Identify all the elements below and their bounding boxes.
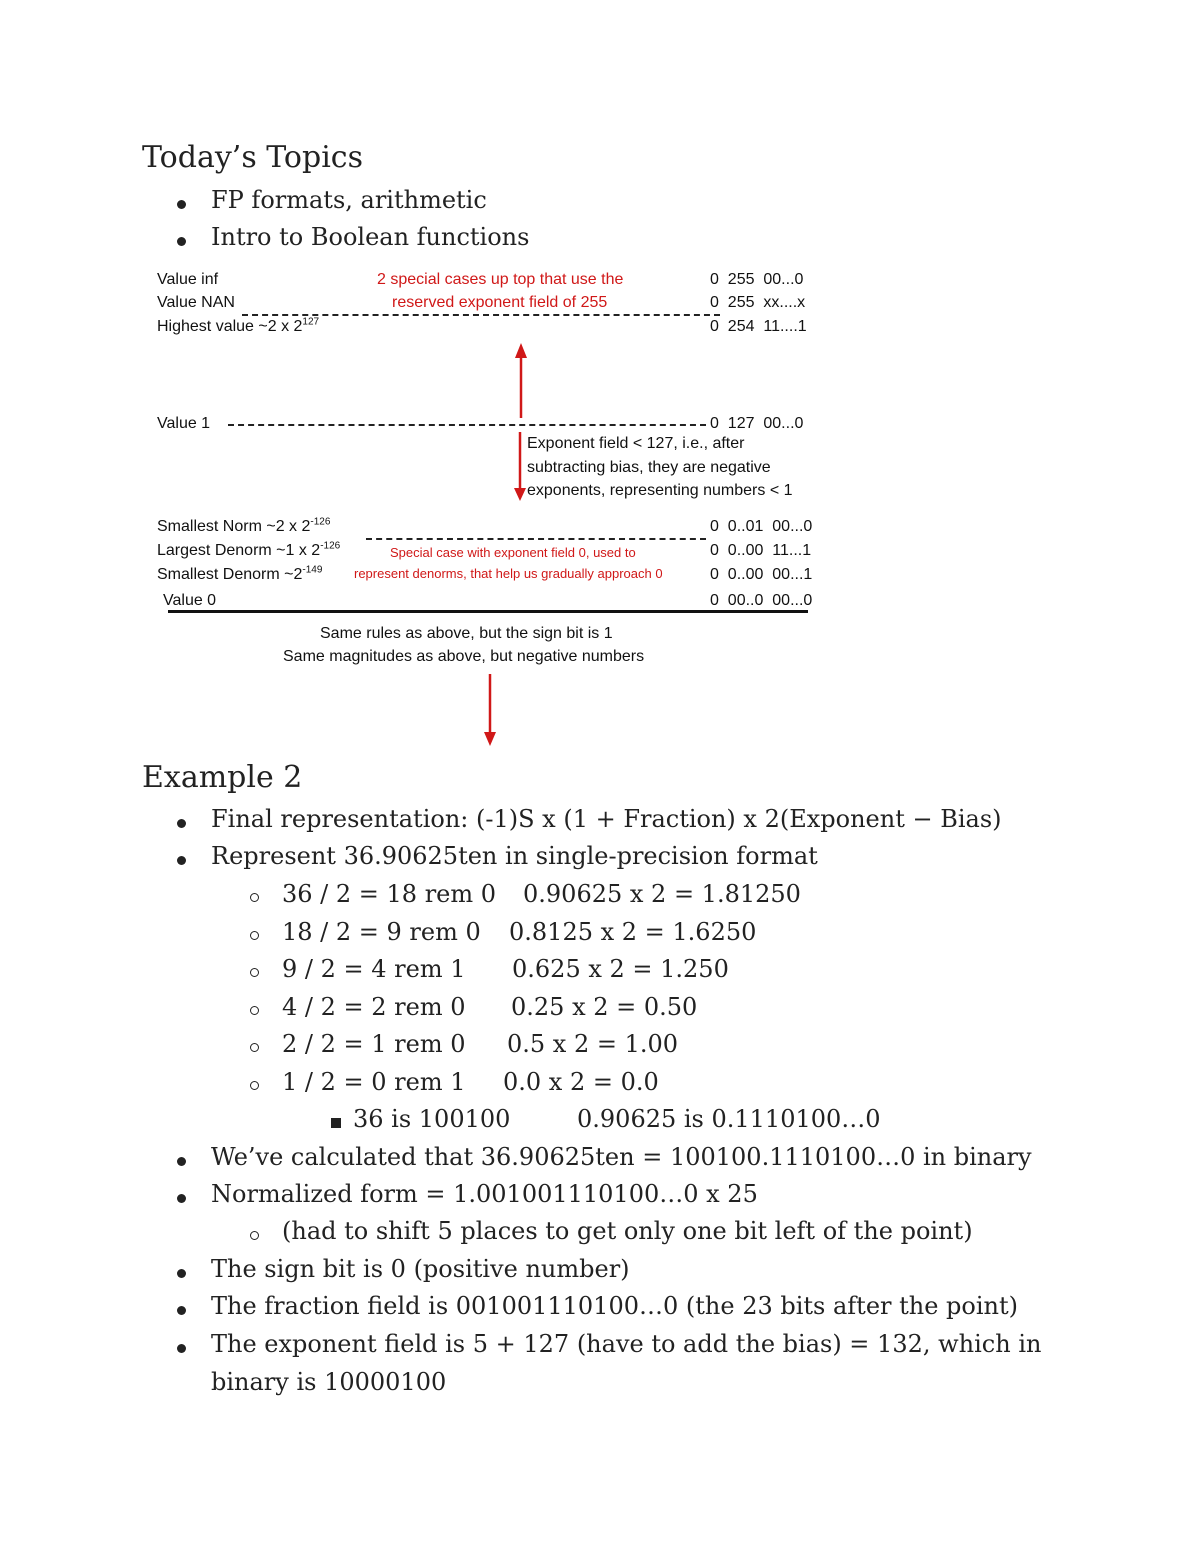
example-bullet: Normalized form = 1.001001110100…0 x 25 — [211, 1180, 758, 1208]
step-division: 18 / 2 = 9 rem 0 — [282, 918, 481, 946]
note-denorm-line1: Special case with exponent field 0, used to — [390, 545, 636, 560]
example-bullet-continuation: binary is 10000100 — [211, 1368, 447, 1396]
note-exponent-line1: Exponent field < 127, i.e., after — [527, 435, 745, 452]
bits-smallest-denorm: 0 0..00 00...1 — [710, 566, 813, 583]
bits-smallest-norm: 0 0..01 00...0 — [710, 518, 813, 535]
topics-heading: Today’s Topics — [142, 140, 363, 175]
circle-bullet-icon — [250, 1231, 259, 1240]
circle-bullet-icon — [250, 893, 259, 902]
bullet-icon — [177, 1269, 186, 1278]
example-bullet: The sign bit is 0 (positive number) — [211, 1255, 630, 1283]
arrow-up-icon — [515, 343, 527, 418]
note-exponent-line3: exponents, representing numbers < 1 — [527, 482, 793, 499]
step-multiplication: 0.625 x 2 = 1.250 — [512, 955, 729, 983]
example-bullet: We’ve calculated that 36.90625ten = 100100.1110100…0 in binary — [211, 1143, 1032, 1171]
bits-one: 0 127 00...0 — [710, 415, 804, 432]
example-sub-bullet: (had to shift 5 places to get only one bit left of the point) — [282, 1217, 973, 1245]
label-value-zero: Value 0 — [163, 592, 217, 609]
circle-bullet-icon — [250, 968, 259, 977]
topic-item: FP formats, arithmetic — [211, 186, 487, 214]
label-value-nan: Value NAN — [157, 294, 235, 311]
step-multiplication: 0.8125 x 2 = 1.6250 — [509, 918, 757, 946]
note-sign-line2: Same magnitudes as above, but negative numbers — [283, 648, 645, 665]
label-value-one: Value 1 — [157, 415, 211, 432]
step-division: 36 / 2 = 18 rem 0 — [282, 880, 497, 908]
bullet-icon — [177, 856, 186, 865]
example-bullet: Final representation: (-1)S x (1 + Fraction) x 2(Exponent − Bias) — [211, 805, 1002, 833]
step-multiplication: 0.90625 x 2 = 1.81250 — [523, 880, 801, 908]
example-bullet: The fraction field is 001001110100…0 (the 23 bits after the point) — [211, 1292, 1019, 1320]
label-smallest-denorm: Smallest Denorm $\sim 2^{-149}$ — [157, 564, 323, 583]
label-highest-value: Highest value ~2 x $2^{127}$ — [157, 316, 320, 335]
step-division: 9 / 2 = 4 rem 1 — [282, 955, 466, 983]
label-smallest-norm: Smallest Norm ~2 x $2^{-126}$ — [157, 516, 331, 535]
bits-zero: 0 00..0 00...0 — [710, 592, 813, 609]
note-special-cases-line1: 2 special cases up top that use the — [377, 271, 624, 288]
step-division: 1 / 2 = 0 rem 1 — [282, 1068, 466, 1096]
bullet-icon — [177, 1194, 186, 1203]
bullet-icon — [177, 1344, 186, 1353]
bits-inf: 0 255 00...0 — [710, 271, 804, 288]
example-bullet: Represent 36.90625ten in single-precision format — [211, 842, 818, 870]
label-value-inf: Value inf — [157, 271, 219, 288]
circle-bullet-icon — [250, 1043, 259, 1052]
note-exponent-line2: subtracting bias, they are negative — [527, 459, 771, 476]
arrows-layer — [0, 0, 1200, 760]
step-division: 2 / 2 = 1 rem 0 — [282, 1030, 466, 1058]
bits-highest: 0 254 11....1 — [710, 318, 807, 335]
bullet-icon — [177, 1157, 186, 1166]
square-bullet-icon — [331, 1118, 341, 1128]
step-multiplication: 0.25 x 2 = 0.50 — [511, 993, 698, 1021]
circle-bullet-icon — [250, 931, 259, 940]
result-fraction: 0.90625 is 0.1110100…0 — [577, 1105, 881, 1133]
circle-bullet-icon — [250, 1081, 259, 1090]
example-heading: Example 2 — [142, 760, 303, 795]
bullet-icon — [177, 1306, 186, 1315]
topic-item: Intro to Boolean functions — [211, 223, 530, 251]
bits-largest-denorm: 0 0..00 11...1 — [710, 542, 812, 559]
arrow-down-icon — [514, 432, 526, 501]
note-denorm-line2: represent denorms, that help us gradually approach 0 — [354, 566, 663, 581]
result-integer: 36 is 100100 — [353, 1105, 511, 1133]
circle-bullet-icon — [250, 1006, 259, 1015]
note-special-cases-line2: reserved exponent field of 255 — [392, 294, 608, 311]
label-largest-denorm: Largest Denorm ~1 x $2^{-126}$ — [157, 540, 341, 559]
example-bullet: The exponent field is 5 + 127 (have to add the bias) = 132, which in — [211, 1330, 1042, 1358]
step-division: 4 / 2 = 2 rem 0 — [282, 993, 466, 1021]
step-multiplication: 0.0 x 2 = 0.0 — [503, 1068, 659, 1096]
bits-nan: 0 255 xx....x — [710, 294, 806, 311]
step-multiplication: 0.5 x 2 = 1.00 — [507, 1030, 679, 1058]
note-sign-line1: Same rules as above, but the sign bit is 1 — [320, 625, 613, 642]
arrow-down-icon — [484, 674, 496, 746]
bullet-icon — [177, 819, 186, 828]
